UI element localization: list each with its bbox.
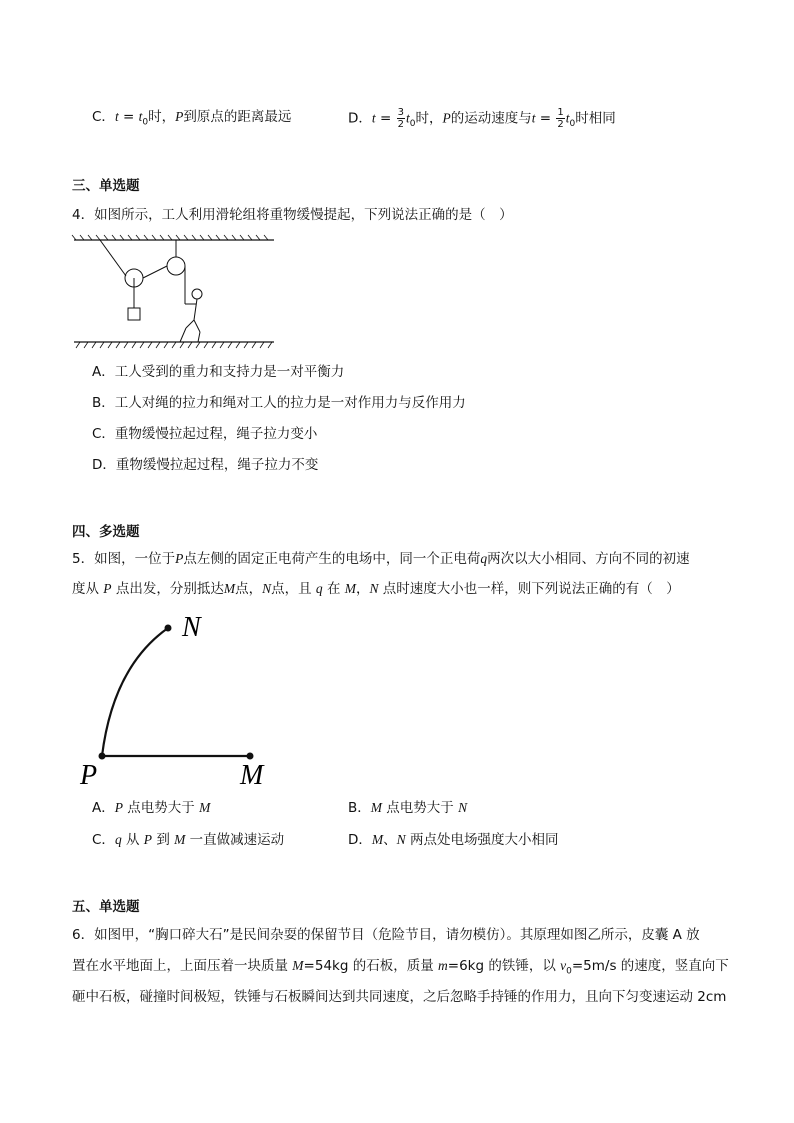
q3-option-c: C．$t = t_0$时，P到原点的距离最远	[92, 109, 292, 128]
point-m	[247, 753, 254, 760]
fraction-one-half: $\frac{1}{2}$	[557, 107, 564, 130]
question-5-line-2: 度从 P 点出发，分别抵达M点，N点，且 q 在 M，N 点时速度大小也一样，则下列说法正确的有（ ）	[72, 581, 680, 597]
q4-option-a: A．工人受到的重力和支持力是一对平衡力	[92, 364, 345, 380]
question-4-stem: 4．如图所示，工人利用滑轮组将重物缓慢提起，下列说法正确的是（ ）	[72, 207, 513, 223]
section-heading-4: 四、多选题	[72, 524, 140, 540]
label-p: P	[80, 760, 98, 791]
question-5-line-1: 5．如图，一位于P点左侧的固定正电荷产生的电场中，同一个正电荷q两次以大小相同、方向不同的初速	[72, 551, 690, 567]
question-6-line-1: 6．如图甲，“胸口碎大石”是民间杂耍的保留节目（危险节目，请勿模仿）。其原理如图乙所示，皮囊 A 放	[72, 927, 700, 943]
question-6-line-3: 砸中石板，碰撞时间极短，铁锤与石板瞬间达到共同速度，之后忽略手持锤的作用力，且向下匀变速运动 2cm	[72, 989, 727, 1005]
question-6-line-2: 置在水平地面上，上面压着一块质量 M=54kg 的石板，质量 m=6kg 的铁锤，以 $v_0=5m/s$ 的速度，竖直向下	[72, 958, 729, 977]
q5-option-a: A．P 点电势大于 M	[92, 800, 211, 816]
point-n	[165, 625, 172, 632]
fraction-three-halves: $\frac{3}{2}$	[397, 107, 404, 130]
section-heading-3: 三、单选题	[72, 178, 140, 194]
section-heading-5: 五、单选题	[72, 899, 140, 915]
q5-option-d: D．M、N 两点处电场强度大小相同	[348, 832, 559, 848]
q4-option-d: D．重物缓慢拉起过程，绳子拉力不变	[92, 457, 319, 473]
curve-p-to-n	[102, 628, 168, 756]
q5-option-b: B．M 点电势大于 N	[348, 800, 468, 816]
q4-option-c: C．重物缓慢拉起过程，绳子拉力变小	[92, 426, 318, 442]
label-n: N	[182, 612, 201, 643]
q3-option-d: D．t = $\frac{3}{2}$ $t_0$时，P的运动速度与t = $\frac{1}{2}$ $t_0$时相同	[348, 107, 616, 130]
point-p	[99, 753, 106, 760]
trajectory-figure	[74, 612, 294, 792]
q5-option-c: C．q 从 P 到 M 一直做减速运动	[92, 832, 285, 848]
pulley-figure	[70, 232, 280, 352]
label-m: M	[240, 760, 264, 791]
q4-option-b: B．工人对绳的拉力和绳对工人的拉力是一对作用力与反作用力	[92, 395, 466, 411]
